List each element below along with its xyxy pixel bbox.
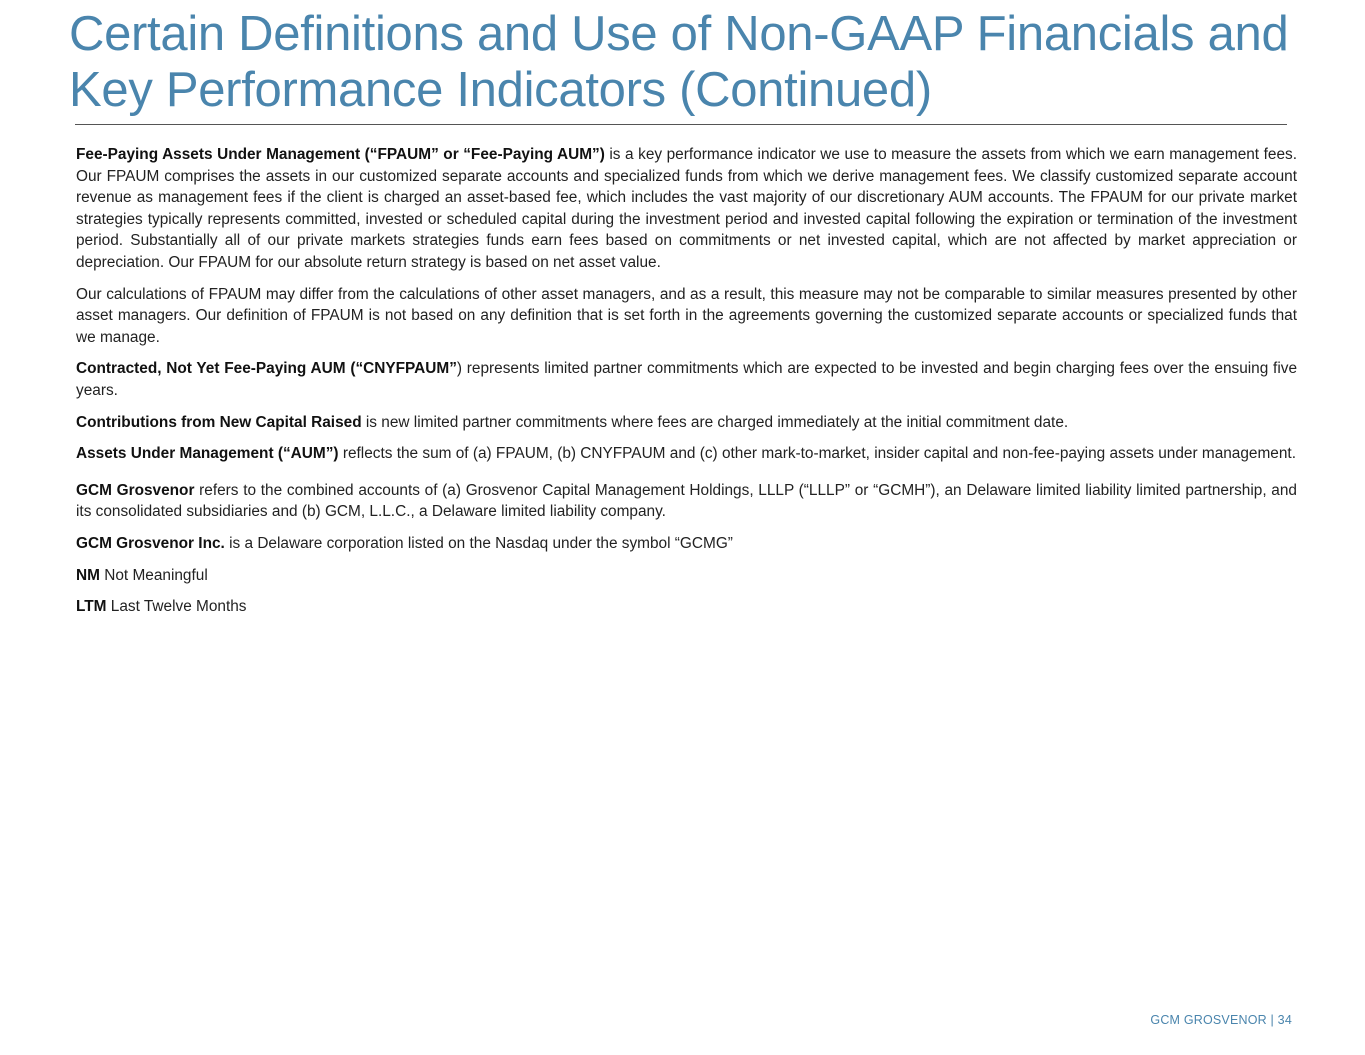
title-divider [75,124,1287,125]
definition-fpaum-note [76,284,1297,349]
definition-text: Not Meaningful [99,566,208,584]
definition-gcm-grosvenor [76,480,1297,523]
definition-fpaum [76,144,1297,274]
definition-text: is new limited partner commitments where fees are charged immediately at the initial commitment date. [361,413,1069,431]
definition-ltm [76,596,1297,618]
definition-text: is a Delaware corporation listed on the Nasdaq under the symbol “GCMG” [224,534,733,552]
page-title [69,6,1319,118]
definition-term: GCM Grosvenor Inc. [76,534,225,552]
page-footer: GCM GROSVENOR | 34 [1150,1013,1292,1027]
definition-gcm-grosvenor-inc [76,533,1297,555]
definition-term: LTM [76,598,107,616]
definition-text: Our calculations of FPAUM may differ from the calculations of other asset managers, and as a result, this measure may not be comparable to similar measures presented by other asset managers. Our definition of FPAUM is not based on any definition that is set forth in the agreements governing the customized separate accounts or specialized funds that we manage. [76,285,1297,346]
definition-term: Contracted, Not Yet Fee-Paying AUM (“CNYFPAUM” [76,360,457,378]
definitions-body [76,144,1297,618]
definition-text: reflects the sum of (a) FPAUM, (b) CNYFPAUM and (c) other mark-to-market, insider capital and non-fee-paying assets under management. [338,445,1296,463]
definition-text: Last Twelve Months [106,598,247,616]
definition-new-capital [76,412,1297,434]
definition-text: is a key performance indicator we use to measure the assets from which we earn management fees. Our FPAUM comprises the assets in our customized separate accounts and specialized funds from which we derive management fees. We classify customized separate account revenue as management fees if the client is charged an asset-based fee, which includes the vast majority of our discretionary AUM accounts. The FPAUM for our private market strategies typically represents committed, invested or scheduled capital during the investment period and invested capital following the expiration or termination of the investment period. Substantially all of our private markets strategies funds earn fees based on commitments or net invested capital, which are not affected by market appreciation or depreciation. Our FPAUM for our absolute return strategy is based on net asset value. [76,146,1297,271]
definition-term: Assets Under Management (“AUM”) [76,445,339,463]
definition-term: GCM Grosvenor [76,481,195,499]
definition-term: Contributions from New Capital Raised [76,413,362,431]
page-title-line-2: Key Performance Indicators (Continued) [69,63,932,117]
definition-cnyfpaum [76,358,1297,401]
definition-nm [76,565,1297,587]
definition-term: NM [76,566,100,584]
definition-term: Fee-Paying Assets Under Management (“FPAUM” or “Fee-Paying AUM”) [76,146,605,163]
page-title-line-1: Certain Definitions and Use of Non-GAAP Financials and [69,7,1289,61]
definition-aum [76,443,1297,465]
definition-text: refers to the combined accounts of (a) Grosvenor Capital Management Holdings, LLLP (“LLLP” or “GCMH”), an Delaware limited liability limited partnership, and its consolidated subsidiaries and (b) GCM, L.L.C., a Delaware limited liability company. [76,481,1297,521]
definition-text: ) represents limited partner commitments which are expected to be invested and begin charging fees over the ensuing five years. [76,360,1297,399]
